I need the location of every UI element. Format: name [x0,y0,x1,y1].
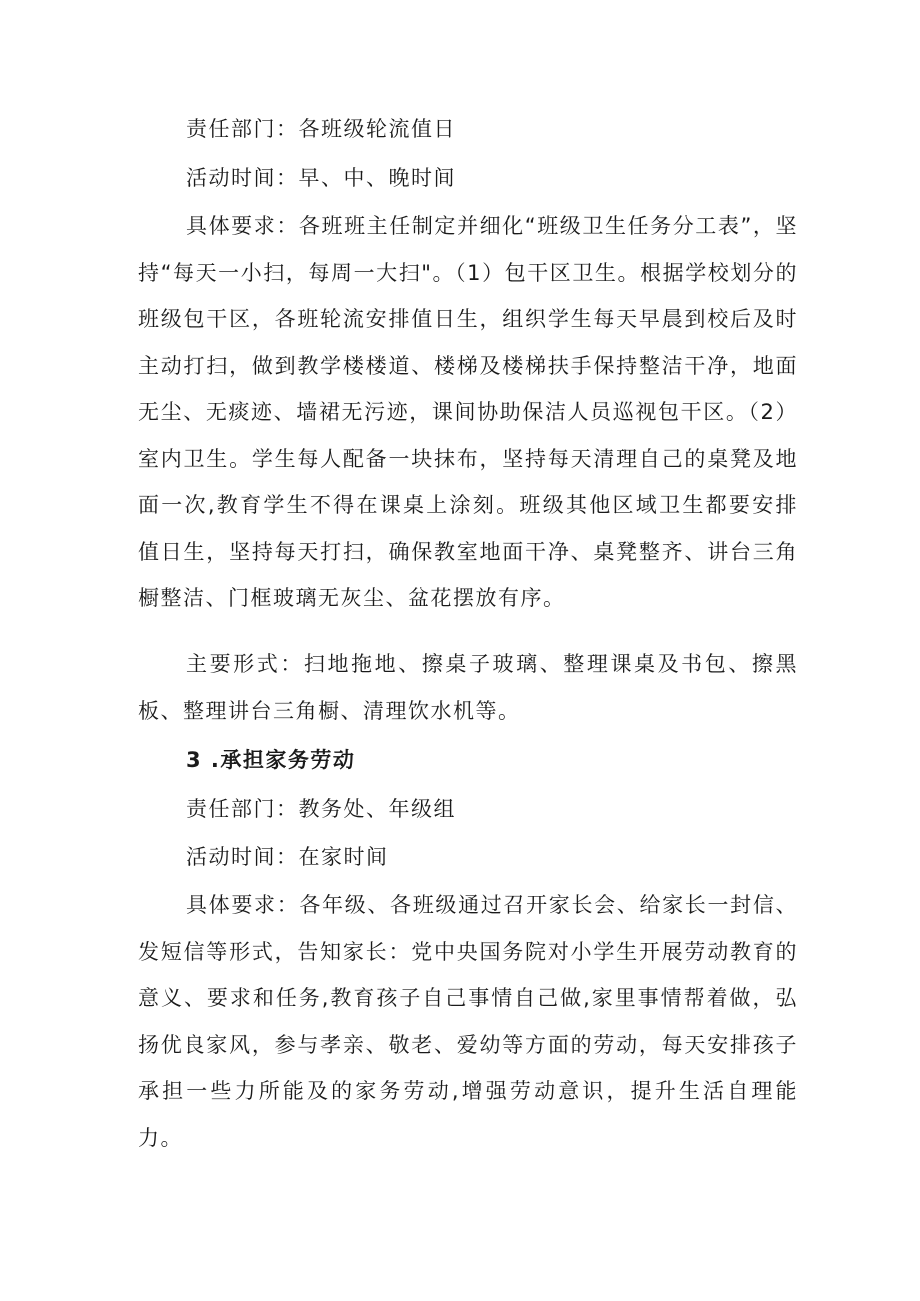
responsible-dept-paragraph: 责任部门：各班级轮流值日 [186,117,456,141]
requirements-paragraph: 具体要求：各班班主任制定并细化“班级卫生任务分工表”，坚持“每天一小扫，每周一大扫"。（1）包干区卫生。根据学校划分的班级包干区，各班轮流安排值日生，组织学生每天早晨到校后及时主动打扫，做到教学楼楼道、楼梯及楼梯扶手保持整洁干净，地面无尘、无痰迹、墙裙无污迹，课间协助保洁人员巡视包干区。（2）室内卫生。学生每人配备一块抹布，坚持每天清理自己的桌凳及地面一次,教育学生不得在课桌上涂刻。班级其他区域卫生都要安排值日生，坚持每天打扫，确保教室地面干净、桌凳整齐、讲台三角橱整洁、门框玻璃无灰尘、盆花摆放有序。 [138,214,798,610]
housework-activity-time-paragraph: 活动时间：在家时间 [186,845,389,869]
housework-responsible-dept-paragraph: 责任部门：教务处、年级组 [186,797,456,821]
activity-time-paragraph: 活动时间：早、中、晚时间 [186,166,456,190]
section-heading: 3 .承担家务劳动 [186,748,356,772]
main-forms-paragraph: 主要形式：扫地拖地、擦桌子玻璃、整理课桌及书包、擦黑板、整理讲台三角橱、清理饮水机等。 [138,652,798,723]
housework-requirements-paragraph: 具体要求：各年级、各班级通过召开家长会、给家长一封信、发短信等形式，告知家长：党中央国务院对小学生开展劳动教育的意义、要求和任务,教育孩子自己事情自己做,家里事情帮着做，弘扬优良家风，参与孝亲、敬老、爱幼等方面的劳动，每天安排孩子承担一些力所能及的家务劳动,增强劳动意识，提升生活自理能力。 [138,893,798,1150]
